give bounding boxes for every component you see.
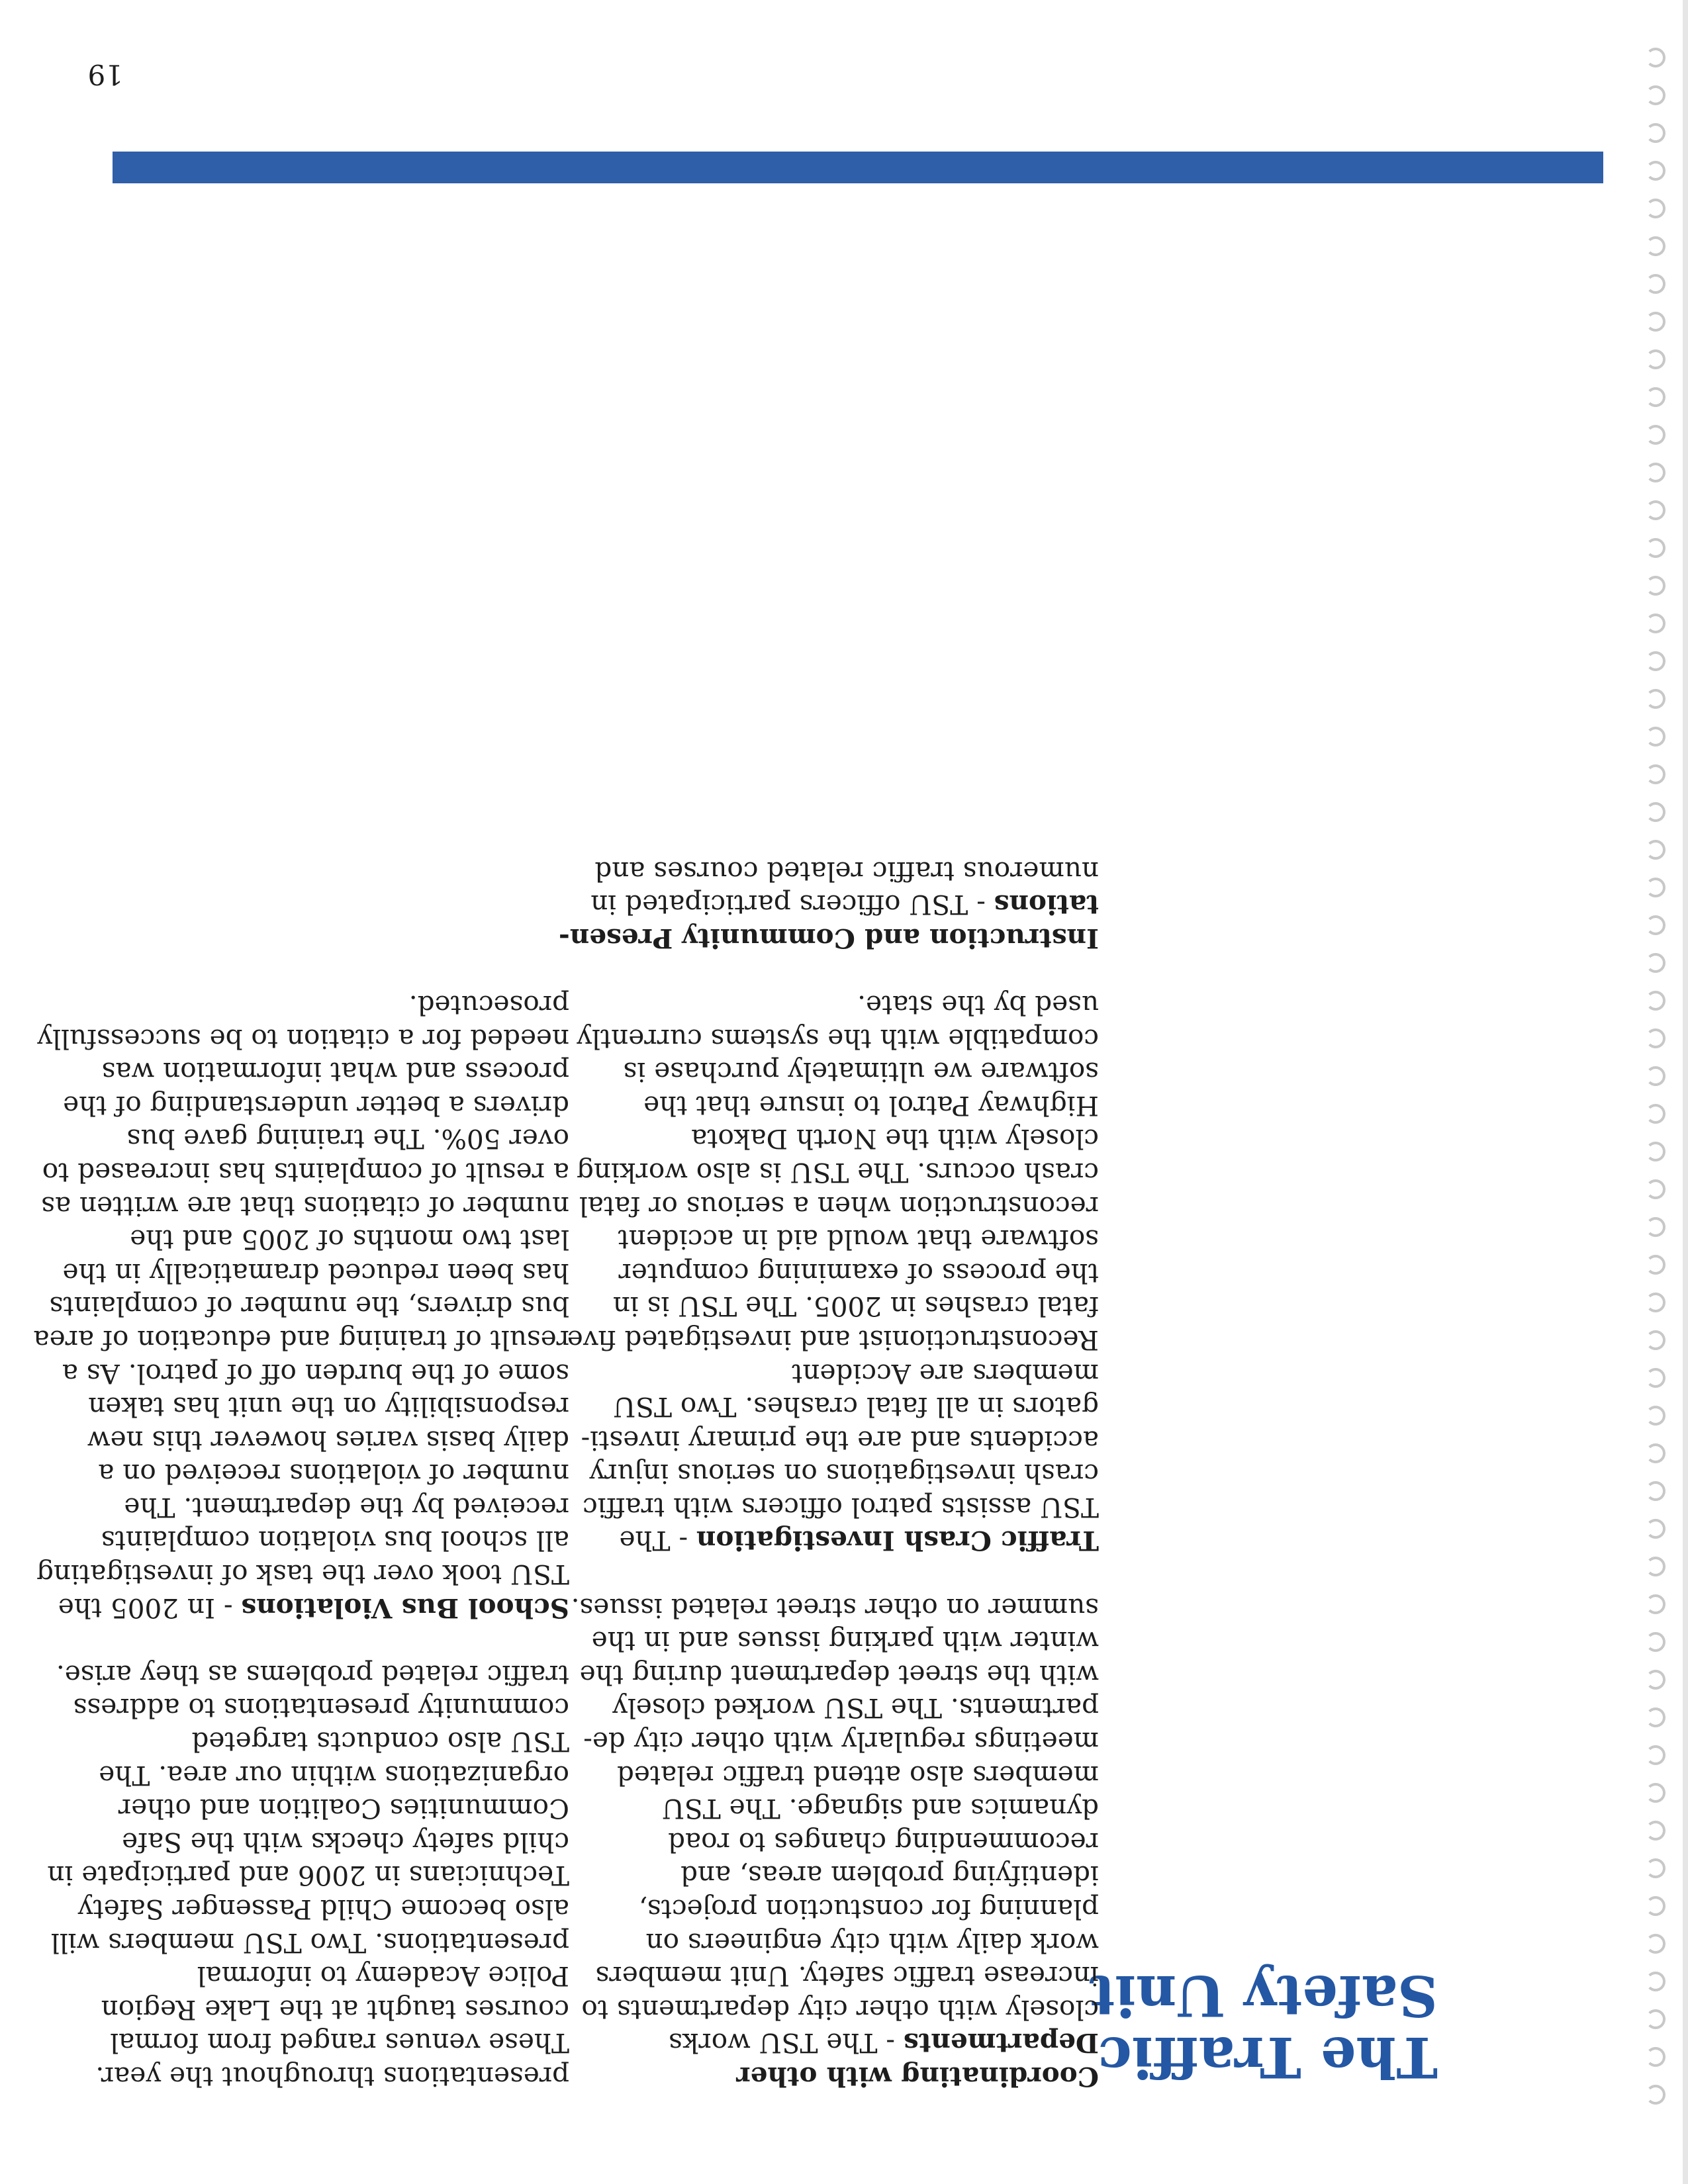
title-line-1: The Traffic [1098,2025,1438,2090]
binding-hole [1646,1670,1665,1690]
section-crash-first-line: Traffic Crash Investigation - The [619,1525,1099,1557]
body-line: number of violations received on a [98,1458,569,1490]
body-line: used by the state. [857,989,1099,1021]
binding-hole [1646,538,1665,558]
binding-hole [1646,123,1665,143]
body-line: closely with the North Dakota [691,1123,1099,1156]
body-line: with the street department during the [579,1659,1099,1691]
body-line: has been reduced dramatically in the [62,1257,569,1289]
body-line: daily basis varies however this new [87,1424,569,1457]
section-heading-crash: Traffic Crash Investigation [696,1525,1099,1557]
binding-hole [1646,349,1665,369]
section-heading-instruction: Instruction and Community Presen- [558,922,1099,954]
body-line: software that would aid in accident [618,1224,1099,1256]
body-line: TSU assists patrol officers with traffic [583,1491,1099,1524]
binding-hole [1646,1783,1665,1803]
body-line: over 50%. The training gave bus [126,1123,569,1156]
body-line: partments. The TSU worked closely [612,1692,1099,1725]
body-line: members are Accident [792,1357,1099,1390]
body-line: also become Child Passenger Safety [77,1893,569,1926]
binding-hole [1646,1104,1665,1124]
binding-hole [1646,727,1665,747]
body-line: Technicians in 2006 and participate in [47,1860,569,1892]
body-line: identifying problem areas, and [680,1860,1099,1892]
binding-hole [1646,199,1665,218]
binding-hole [1646,1594,1665,1614]
body-line: members also attend traffic related [616,1759,1099,1792]
body-line: Highway Patrol to insure that the [643,1089,1099,1122]
binding-hole [1646,463,1665,482]
binding-hole [1646,425,1665,445]
binding-hole [1646,1179,1665,1199]
binding-hole [1646,1330,1665,1350]
binding-hole [1646,161,1665,181]
text-column-left [558,854,1099,2093]
body-line: fatal crashes in 2005. The TSU is in [612,1291,1099,1323]
title-rule [113,152,1603,183]
binding-hole [1646,915,1665,935]
body-line: received by the department. The [124,1491,569,1524]
section-heading-schoolbus: School Bus Violations [241,1592,569,1624]
binding-hole [1646,1745,1665,1765]
section-instruction-first-line: tations - TSU officers participated in [590,889,1099,921]
binding-hole [1646,274,1665,294]
binding-hole [1646,953,1665,973]
binding-hole [1646,2047,1665,2067]
body-line: work daily with city engineers on [645,1927,1099,1959]
binding-hole [1646,764,1665,784]
body-line: recommending changes to road [668,1826,1099,1858]
binding-hole [1646,802,1665,822]
binding-hole [1646,1028,1665,1048]
body-line: traffic related problems as they arise. [56,1659,569,1691]
binding-hole [1646,1443,1665,1463]
body-line: Reconstructionist and investigated five [567,1324,1099,1356]
body-line: crash occurs. The TSU is also working [576,1156,1099,1189]
binding-hole [1646,1293,1665,1312]
body-line: some of the burden off of patrol. As a [62,1357,569,1390]
binding-hole [1646,1821,1665,1841]
body-line: crash investigations on serious injury [589,1458,1099,1490]
binding-hole [1646,1066,1665,1086]
body-line: TSU also conducts targeted [191,1726,569,1758]
binding-hole [1646,85,1665,105]
body-line: Police Academy to informal [197,1960,569,1993]
body-line: a result of complaints has increased to [42,1156,569,1189]
binding-hole [1646,1368,1665,1388]
body-line: courses taught at the Lake Region [101,1993,569,2026]
binding-hole [1646,1972,1665,1991]
binding-hole [1646,1481,1665,1501]
binding-hole [1646,48,1665,68]
binding-hole [1646,387,1665,407]
body-line: These venues ranged from formal [110,2027,569,2060]
section-coordinating-first-line: Departments - The TSU works [669,2027,1099,2060]
binding-hole [1646,1707,1665,1727]
body-line: organizations within our area. The [99,1759,569,1792]
body-line: presentations throughout the year. [95,2061,569,2093]
body-line: dynamics and signage. The TSU [661,1793,1099,1825]
body-line: child safety checks with the Safe [122,1826,569,1858]
body-line: presentations. Two TSU members will [50,1927,569,1959]
page-number: 19 [87,58,123,91]
title-line-2: Safety Unit [1089,1963,1438,2028]
body-line: the process of examining computer [618,1257,1099,1289]
body-line: accidents and are the primary investi- [581,1424,1099,1457]
binding-hole [1646,689,1665,709]
binding-hole [1646,840,1665,860]
section-heading-instruction-b: tations [994,889,1099,921]
body-line: responsibility on the unit has taken [88,1391,569,1424]
body-line: Communities Coalition and other [118,1793,569,1825]
binding-hole [1646,614,1665,633]
body-line: closely with other city departments to [581,1993,1099,2026]
body-line: needed for a citation to be successfully [37,1023,569,1055]
body-line: planning for constuction projects, [639,1893,1099,1926]
body-line: numerous traffic related courses and [594,855,1099,887]
body-line: increase traffic safety. Unit members [595,1960,1099,1993]
body-line: software we ultimately purchase is [623,1056,1099,1089]
body-line: all school bus violation complaints [101,1525,569,1557]
body-line: number of citations that are written as [41,1190,569,1222]
binding-hole [1646,500,1665,520]
body-line: drivers a better understanding of the [63,1089,569,1122]
body-line: reconstruction when a serious or fatal [579,1190,1099,1222]
binding-hole [1646,1632,1665,1652]
binding-hole [1646,1934,1665,1954]
section-schoolbus-first-line: School Bus Violations - In 2005 the [58,1592,569,1624]
body-line: process and what information was [101,1056,569,1089]
section-heading-coordinating: Coordinating with other [736,2061,1099,2093]
binding-hole [1646,2085,1665,2105]
binding-hole [1646,576,1665,596]
binding-hole [1646,1858,1665,1878]
binding-hole [1646,1217,1665,1237]
binding-hole [1646,236,1665,256]
section-heading-coordinating-b: Departments [903,2027,1099,2060]
body-line: last two months of 2005 and the [130,1224,569,1256]
binding-hole [1646,651,1665,671]
body-line: meetings regularly with other city de- [583,1726,1099,1758]
body-line: TSU took over the task of investigating [36,1559,569,1591]
binding-holes [1615,0,1688,2184]
text-column-right [33,988,569,2093]
body-line: summer on other street related issues. [571,1592,1099,1624]
binding-hole [1646,2009,1665,2029]
binding-hole [1646,878,1665,897]
body-line: prosecuted. [408,989,569,1021]
binding-hole [1646,1255,1665,1275]
binding-hole [1646,1406,1665,1426]
binding-hole [1646,1519,1665,1539]
binding-hole [1646,1557,1665,1576]
body-line: result of training and education of area [33,1324,569,1356]
body-line: gators in all fatal crashes. Two TSU [613,1391,1099,1424]
binding-hole [1646,991,1665,1011]
binding-hole [1646,1142,1665,1161]
body-line: community presentations to address [73,1692,569,1725]
body-line: bus drivers, the number of complaints [49,1291,569,1323]
binding-hole [1646,312,1665,332]
body-line: winter with parking issues and in the [591,1625,1099,1658]
binding-hole [1646,1896,1665,1916]
body-line: compatible with the systems currently [577,1023,1099,1055]
